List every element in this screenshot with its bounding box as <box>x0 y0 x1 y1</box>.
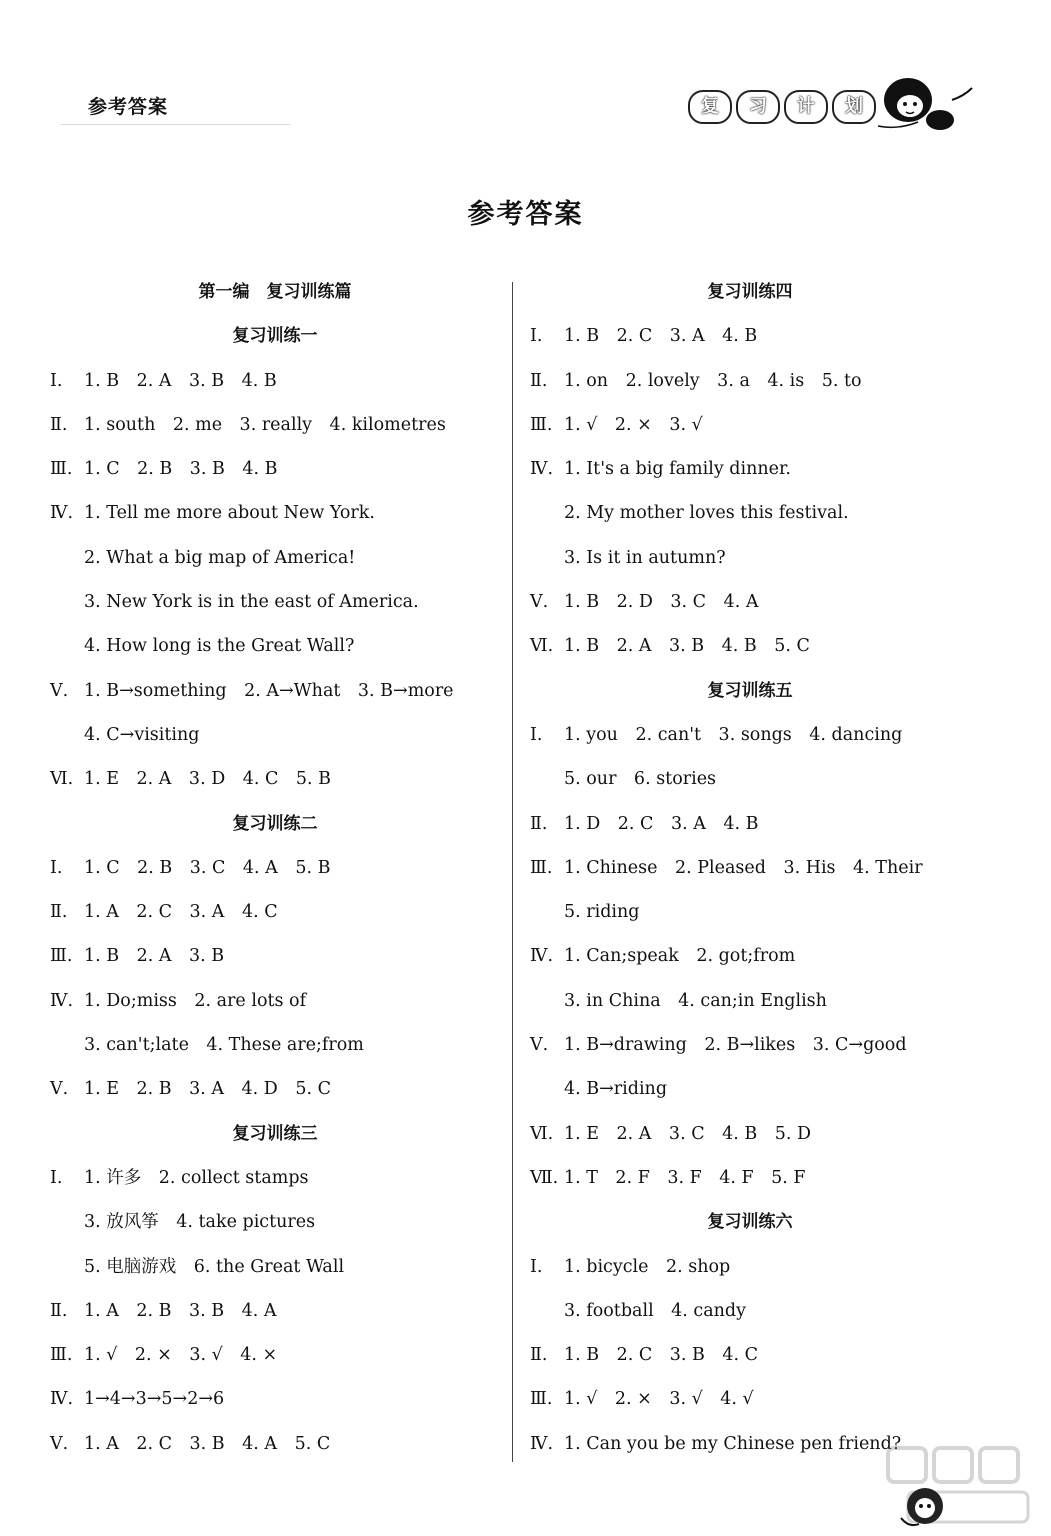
answer-text: 1. C 2. B 3. B 4. B <box>84 459 278 480</box>
question-number: Ⅰ. <box>530 1256 543 1277</box>
answer-text: 1. B→drawing 2. B→likes 3. C→good <box>564 1035 907 1056</box>
question-number: Ⅱ. <box>50 902 68 923</box>
question-number: Ⅰ. <box>530 326 543 347</box>
answer-text: 1. T 2. F 3. F 4. F 5. F <box>564 1167 806 1188</box>
answer-line <box>530 624 970 668</box>
answer-line <box>530 802 970 846</box>
answer-text: 1. E 2. A 3. C 4. B 5. D <box>564 1123 811 1144</box>
question-number: Ⅰ. <box>50 1167 63 1188</box>
answer-line <box>530 1112 970 1156</box>
column-divider <box>512 282 513 1462</box>
answer-text: 1→4→3→5→2→6 <box>84 1389 225 1410</box>
answer-line <box>50 447 490 491</box>
answer-line-continued: 3. Is it in autumn? <box>564 547 726 568</box>
answer-line <box>50 1333 490 1377</box>
answer-text: 1. Can you be my Chinese pen friend? <box>564 1433 902 1454</box>
question-number: Ⅳ. <box>50 990 74 1011</box>
section-heading: 复习训练五 <box>707 680 793 701</box>
question-number: Ⅱ. <box>530 370 548 391</box>
answer-line <box>50 1377 490 1421</box>
answer-line <box>50 846 490 890</box>
answer-line <box>530 1377 970 1421</box>
answer-text: 1. Tell me more about New York. <box>84 503 375 524</box>
question-number: Ⅳ. <box>530 459 554 480</box>
section-heading: 第一编 复习训练篇 <box>198 282 352 302</box>
answer-line <box>530 713 970 757</box>
question-number: Ⅵ. <box>530 1123 554 1144</box>
answer-line-continued: 5. our 6. stories <box>564 769 717 790</box>
answer-line <box>530 934 970 978</box>
series-logo-char: 复 <box>688 90 732 124</box>
answer-line-continued: 3. can't;late 4. These are;from <box>84 1035 364 1056</box>
answer-line-continued: 4. How long is the Great Wall? <box>84 636 355 657</box>
answer-text: 1. C 2. B 3. C 4. A 5. B <box>84 857 331 878</box>
answer-line <box>530 1333 970 1377</box>
answer-text: 1. bicycle 2. shop <box>564 1256 731 1277</box>
answer-line-continued: 3. in China 4. can;in English <box>564 990 827 1011</box>
question-number: Ⅲ. <box>50 1345 73 1366</box>
question-number: Ⅶ. <box>530 1167 559 1188</box>
question-number: Ⅴ. <box>50 680 69 701</box>
answer-line <box>530 580 970 624</box>
section-heading: 复习训练一 <box>232 326 318 347</box>
section-heading: 复习训练二 <box>232 813 318 834</box>
answer-line-continued: 2. What a big map of America! <box>84 547 356 568</box>
answer-line <box>50 979 490 1023</box>
question-number: Ⅲ. <box>530 857 553 878</box>
question-number: Ⅳ. <box>50 503 74 524</box>
question-number: Ⅳ. <box>530 946 554 967</box>
question-number: Ⅰ. <box>50 857 63 878</box>
header-divider <box>60 124 290 125</box>
answer-line <box>50 890 490 934</box>
question-number: Ⅲ. <box>50 946 73 967</box>
answer-text: 1. B→something 2. A→What 3. B→more <box>84 680 454 701</box>
question-number: Ⅲ. <box>530 1389 553 1410</box>
answer-line <box>530 403 970 447</box>
question-number: Ⅴ. <box>50 1433 69 1454</box>
answer-text: 1. It's a big family dinner. <box>564 459 791 480</box>
answer-text: 1. √ 2. × 3. √ <box>564 414 703 435</box>
answer-text: 1. B 2. D 3. C 4. A <box>564 592 759 613</box>
answer-text: 1. A 2. B 3. B 4. A <box>84 1300 277 1321</box>
right-column <box>530 270 970 1466</box>
answer-line-continued: 5. 电脑游戏 6. the Great Wall <box>84 1256 345 1277</box>
answer-text: 1. B 2. A 3. B 4. B <box>84 370 277 391</box>
answer-text: 1. Do;miss 2. are lots of <box>84 990 307 1011</box>
page-title: 参考答案 <box>467 199 584 230</box>
answer-line <box>50 1289 490 1333</box>
answer-line <box>530 359 970 403</box>
answer-line <box>530 1023 970 1067</box>
answer-text: 1. you 2. can't 3. songs 4. dancing <box>564 724 903 745</box>
question-number: Ⅲ. <box>50 459 73 480</box>
answer-text: 1. Can;speak 2. got;from <box>564 946 796 967</box>
series-logo-char: 划 <box>832 90 876 124</box>
answer-text: 1. B 2. C 3. B 4. C <box>564 1345 759 1366</box>
answer-line-continued: 3. 放风筝 4. take pictures <box>84 1212 316 1233</box>
answer-line <box>50 491 490 535</box>
question-number: Ⅳ. <box>50 1389 74 1410</box>
question-number: Ⅴ. <box>530 592 549 613</box>
answer-line-continued: 5. riding <box>564 902 640 923</box>
answer-text: 1. A 2. C 3. A 4. C <box>84 902 278 923</box>
answer-line <box>50 757 490 801</box>
answer-line <box>50 403 490 447</box>
question-number: Ⅱ. <box>50 1300 68 1321</box>
answer-line <box>530 1156 970 1200</box>
question-number: Ⅳ. <box>530 1433 554 1454</box>
answer-text: 1. √ 2. × 3. √ 4. √ <box>564 1389 754 1410</box>
answer-line <box>530 447 970 491</box>
answer-line <box>530 846 970 890</box>
question-number: Ⅱ. <box>530 813 548 834</box>
header-label: 参考答案 <box>88 96 169 118</box>
answer-line <box>530 314 970 358</box>
answer-text: 1. √ 2. × 3. √ 4. × <box>84 1345 278 1366</box>
question-number: Ⅱ. <box>530 1345 548 1366</box>
answer-text: 1. E 2. A 3. D 4. C 5. B <box>84 769 331 790</box>
answer-text: 1. B 2. C 3. A 4. B <box>564 326 758 347</box>
answer-line-continued: 3. New York is in the east of America. <box>84 592 419 613</box>
answer-text: 1. 许多 2. collect stamps <box>84 1167 309 1188</box>
series-logo-char: 习 <box>736 90 780 124</box>
answer-line-continued: 4. C→visiting <box>84 724 200 745</box>
answer-line <box>530 1245 970 1289</box>
question-number: Ⅵ. <box>530 636 554 657</box>
answer-line-continued: 3. football 4. candy <box>564 1300 747 1321</box>
answer-line <box>50 1156 490 1200</box>
answer-text: 1. B 2. A 3. B 4. B 5. C <box>564 636 810 657</box>
answer-text: 1. D 2. C 3. A 4. B <box>564 813 759 834</box>
answer-text: 1. B 2. A 3. B <box>84 946 225 967</box>
question-number: Ⅴ. <box>50 1079 69 1100</box>
question-number: Ⅰ. <box>530 724 543 745</box>
question-number: Ⅴ. <box>530 1035 549 1056</box>
answer-line <box>50 934 490 978</box>
answer-text: 1. A 2. C 3. B 4. A 5. C <box>84 1433 331 1454</box>
question-number: Ⅰ. <box>50 370 63 391</box>
question-number: Ⅵ. <box>50 769 74 790</box>
section-heading: 复习训练四 <box>707 282 793 302</box>
section-heading: 复习训练三 <box>232 1123 318 1144</box>
answer-line <box>50 359 490 403</box>
question-number: Ⅱ. <box>50 414 68 435</box>
answer-text: 1. E 2. B 3. A 4. D 5. C <box>84 1079 331 1100</box>
answer-line <box>50 669 490 713</box>
mascot-illustration <box>868 70 978 140</box>
series-logo <box>688 90 876 124</box>
footer-mascot-illustration <box>895 1478 955 1533</box>
answer-line-continued: 2. My mother loves this festival. <box>564 503 849 524</box>
answer-text: 1. south 2. me 3. really 4. kilometres <box>84 414 446 435</box>
series-logo-char: 计 <box>784 90 828 124</box>
section-heading: 复习训练六 <box>707 1212 793 1233</box>
answer-text: 1. on 2. lovely 3. a 4. is 5. to <box>564 370 862 391</box>
answer-line <box>50 1422 490 1466</box>
question-number: Ⅲ. <box>530 414 553 435</box>
answer-text: 1. Chinese 2. Pleased 3. His 4. Their <box>564 857 923 878</box>
answer-line-continued: 4. B→riding <box>564 1079 668 1100</box>
left-column <box>50 270 490 1466</box>
answer-line <box>50 1067 490 1111</box>
